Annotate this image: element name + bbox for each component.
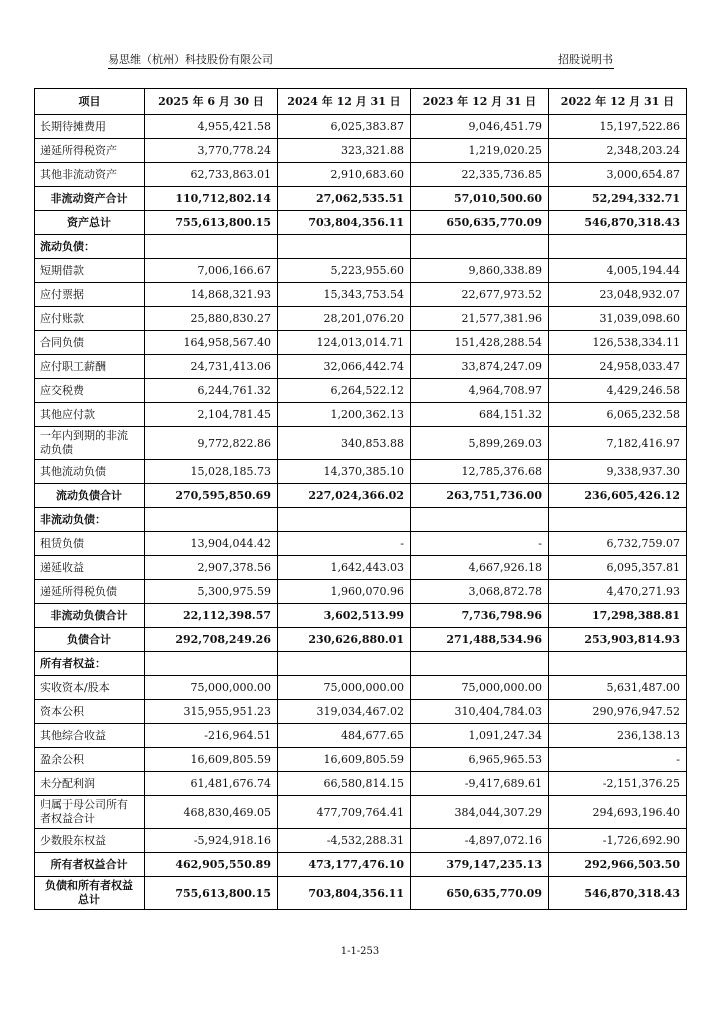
column-header-2024-12-31: 2024 年 12 月 31 日 [278,89,411,115]
row-value-cell: 270,595,850.69 [145,484,278,508]
row-label: 负债合计 [35,628,145,652]
row-value-cell: 24,731,413.06 [145,355,278,379]
column-header-2023-12-31: 2023 年 12 月 31 日 [411,89,549,115]
row-label: 短期借款 [35,259,145,283]
row-value-cell: -4,897,072.16 [411,829,549,853]
table-row [35,508,687,532]
row-value-cell: 164,958,567.40 [145,331,278,355]
row-value-cell [145,652,278,676]
row-value-cell: 4,470,271.93 [549,580,687,604]
row-value-cell: 7,182,416.97 [549,427,687,460]
row-value-cell: 2,104,781.45 [145,403,278,427]
table-row [35,772,687,796]
row-value-cell: 28,201,076.20 [278,307,411,331]
row-value-cell: -9,417,689.61 [411,772,549,796]
row-value-cell: - [278,532,411,556]
row-value-cell: 6,025,383.87 [278,115,411,139]
row-value-cell: 263,751,736.00 [411,484,549,508]
row-value-cell: 6,732,759.07 [549,532,687,556]
table-row [35,676,687,700]
row-label: 非流动负债： [35,508,145,532]
row-value-cell: 2,907,378.56 [145,556,278,580]
table-row [35,724,687,748]
row-value-cell [549,235,687,259]
row-value-cell [549,652,687,676]
row-value-cell: 1,219,020.25 [411,139,549,163]
row-label: 应交税费 [35,379,145,403]
row-label: 资本公积 [35,700,145,724]
row-value-cell: 5,223,955.60 [278,259,411,283]
table-row [35,307,687,331]
row-label: 资产总计 [35,211,145,235]
row-value-cell: 6,065,232.58 [549,403,687,427]
table-row [35,139,687,163]
table-row [35,700,687,724]
row-value-cell: 9,772,822.86 [145,427,278,460]
row-value-cell: 650,635,770.09 [411,877,549,910]
table-row [35,796,687,829]
row-label: 租赁负债 [35,532,145,556]
row-value-cell: 3,770,778.24 [145,139,278,163]
row-value-cell: 703,804,356.11 [278,877,411,910]
row-value-cell: 319,034,467.02 [278,700,411,724]
row-value-cell: 75,000,000.00 [278,676,411,700]
row-value-cell: 3,000,654.87 [549,163,687,187]
row-value-cell: 22,112,398.57 [145,604,278,628]
row-value-cell: 33,874,247.09 [411,355,549,379]
row-value-cell: 4,667,926.18 [411,556,549,580]
row-label: 少数股东权益 [35,829,145,853]
row-label: 递延所得税负债 [35,580,145,604]
row-value-cell: 484,677.65 [278,724,411,748]
row-value-cell: 62,733,863.01 [145,163,278,187]
row-value-cell [278,508,411,532]
row-value-cell: 22,677,973.52 [411,283,549,307]
table-row [35,163,687,187]
row-label: 负债和所有者权益总计 [35,877,145,910]
row-value-cell: 15,028,185.73 [145,460,278,484]
row-value-cell: 52,294,332.71 [549,187,687,211]
row-value-cell: -2,151,376.25 [549,772,687,796]
table-row [35,829,687,853]
row-value-cell: 110,712,802.14 [145,187,278,211]
row-value-cell: 16,609,805.59 [278,748,411,772]
row-value-cell: 17,298,388.81 [549,604,687,628]
row-value-cell: 6,264,522.12 [278,379,411,403]
row-value-cell: 384,044,307.29 [411,796,549,829]
row-value-cell [411,235,549,259]
row-label: 长期待摊费用 [35,115,145,139]
row-value-cell: 4,964,708.97 [411,379,549,403]
table-row [35,532,687,556]
row-label: 所有者权益合计 [35,853,145,877]
row-value-cell: 7,006,166.67 [145,259,278,283]
row-value-cell: 294,693,196.40 [549,796,687,829]
row-value-cell: 31,039,098.60 [549,307,687,331]
header-document-title: 招股说明书 [558,53,613,66]
column-header-2022-12-31: 2022 年 12 月 31 日 [549,89,687,115]
row-value-cell: 24,958,033.47 [549,355,687,379]
row-value-cell: -4,532,288.31 [278,829,411,853]
row-value-cell: 14,868,321.93 [145,283,278,307]
table-row [35,259,687,283]
row-value-cell: 15,197,522.86 [549,115,687,139]
row-value-cell: -1,726,692.90 [549,829,687,853]
row-value-cell: 230,626,880.01 [278,628,411,652]
row-value-cell: 236,605,426.12 [549,484,687,508]
row-value-cell: 271,488,534.96 [411,628,549,652]
row-label: 一年内到期的非流动负债 [35,427,145,460]
row-value-cell: 5,300,975.59 [145,580,278,604]
row-label: 递延收益 [35,556,145,580]
table-body [35,115,687,910]
row-value-cell: 1,200,362.13 [278,403,411,427]
row-value-cell: 21,577,381.96 [411,307,549,331]
row-value-cell: 66,580,814.15 [278,772,411,796]
row-label: 其他应付款 [35,403,145,427]
table-row [35,580,687,604]
row-value-cell: 1,091,247.34 [411,724,549,748]
row-value-cell: 290,976,947.52 [549,700,687,724]
row-value-cell: 5,631,487.00 [549,676,687,700]
table-row [35,211,687,235]
table-header-row [35,89,687,115]
table-row [35,427,687,460]
row-value-cell: -5,924,918.16 [145,829,278,853]
row-value-cell: 23,048,932.07 [549,283,687,307]
row-value-cell: 2,910,683.60 [278,163,411,187]
row-value-cell: 151,428,288.54 [411,331,549,355]
row-label: 其他流动负债 [35,460,145,484]
row-value-cell: 292,708,249.26 [145,628,278,652]
header-rule [108,68,614,69]
row-value-cell [145,235,278,259]
row-label: 其他非流动资产 [35,163,145,187]
table-row [35,355,687,379]
row-value-cell: 650,635,770.09 [411,211,549,235]
table-row [35,484,687,508]
row-label: 应付职工薪酬 [35,355,145,379]
row-value-cell: 310,404,784.03 [411,700,549,724]
table-row [35,652,687,676]
row-value-cell: 6,095,357.81 [549,556,687,580]
row-value-cell: 16,609,805.59 [145,748,278,772]
row-value-cell: 6,965,965.53 [411,748,549,772]
row-value-cell: 22,335,736.85 [411,163,549,187]
row-value-cell: 227,024,366.02 [278,484,411,508]
row-value-cell: 4,005,194.44 [549,259,687,283]
row-value-cell: 15,343,753.54 [278,283,411,307]
row-value-cell: 124,013,014.71 [278,331,411,355]
row-value-cell: 57,010,500.60 [411,187,549,211]
row-value-cell: 340,853.88 [278,427,411,460]
table-row [35,379,687,403]
table-row [35,628,687,652]
row-value-cell: 14,370,385.10 [278,460,411,484]
row-value-cell: 27,062,535.51 [278,187,411,211]
row-value-cell: 4,955,421.58 [145,115,278,139]
row-label: 归属于母公司所有者权益合计 [35,796,145,829]
table-row [35,604,687,628]
table-row [35,283,687,307]
row-value-cell: 3,602,513.99 [278,604,411,628]
row-value-cell: 315,955,951.23 [145,700,278,724]
row-value-cell: 126,538,334.11 [549,331,687,355]
row-label: 应付账款 [35,307,145,331]
row-value-cell: 546,870,318.43 [549,877,687,910]
row-value-cell: 32,066,442.74 [278,355,411,379]
row-value-cell: 703,804,356.11 [278,211,411,235]
table-row [35,331,687,355]
row-value-cell: 2,348,203.24 [549,139,687,163]
row-value-cell: 473,177,476.10 [278,853,411,877]
table-row [35,187,687,211]
row-value-cell: 684,151.32 [411,403,549,427]
row-value-cell: 9,046,451.79 [411,115,549,139]
table-row [35,877,687,910]
row-label: 其他综合收益 [35,724,145,748]
row-value-cell: 13,904,044.42 [145,532,278,556]
row-value-cell [278,652,411,676]
row-label: 盈余公积 [35,748,145,772]
column-header-2025-06-30: 2025 年 6 月 30 日 [145,89,278,115]
row-label: 流动负债： [35,235,145,259]
row-label: 非流动负债合计 [35,604,145,628]
row-value-cell: 25,880,830.27 [145,307,278,331]
row-value-cell: 6,244,761.32 [145,379,278,403]
row-value-cell: 5,899,269.03 [411,427,549,460]
table-row [35,748,687,772]
row-value-cell: 755,613,800.15 [145,211,278,235]
row-value-cell: 323,321.88 [278,139,411,163]
row-value-cell: 4,429,246.58 [549,379,687,403]
row-value-cell: 477,709,764.41 [278,796,411,829]
page-number: 1-1-253 [340,946,380,957]
table-row [35,115,687,139]
row-label: 所有者权益： [35,652,145,676]
row-value-cell [145,508,278,532]
row-value-cell: 236,138.13 [549,724,687,748]
row-value-cell [278,235,411,259]
row-label: 流动负债合计 [35,484,145,508]
row-value-cell: 9,860,338.89 [411,259,549,283]
row-value-cell: -216,964.51 [145,724,278,748]
row-value-cell: 379,147,235.13 [411,853,549,877]
row-value-cell [549,508,687,532]
table-row [35,460,687,484]
row-value-cell: 3,068,872.78 [411,580,549,604]
row-label: 合同负债 [35,331,145,355]
row-value-cell: 253,903,814.93 [549,628,687,652]
row-value-cell: 755,613,800.15 [145,877,278,910]
row-value-cell: 9,338,937.30 [549,460,687,484]
row-value-cell: 75,000,000.00 [145,676,278,700]
row-value-cell [411,508,549,532]
table-row [35,403,687,427]
row-value-cell: 1,642,443.03 [278,556,411,580]
table-row [35,556,687,580]
row-label: 应付票据 [35,283,145,307]
row-label: 递延所得税资产 [35,139,145,163]
row-value-cell: 7,736,798.96 [411,604,549,628]
row-value-cell: - [411,532,549,556]
row-label: 实收资本/股本 [35,676,145,700]
row-value-cell: - [549,748,687,772]
row-value-cell [411,652,549,676]
row-value-cell: 546,870,318.43 [549,211,687,235]
balance-sheet-table [34,88,687,910]
row-label: 未分配利润 [35,772,145,796]
table-row [35,853,687,877]
row-value-cell: 75,000,000.00 [411,676,549,700]
row-value-cell: 1,960,070.96 [278,580,411,604]
row-value-cell: 61,481,676.74 [145,772,278,796]
row-value-cell: 462,905,550.89 [145,853,278,877]
header-company-name: 易思维（杭州）科技股份有限公司 [108,53,273,66]
row-value-cell: 292,966,503.50 [549,853,687,877]
row-value-cell: 468,830,469.05 [145,796,278,829]
table-row [35,235,687,259]
column-header-item: 项目 [35,89,145,115]
row-label: 非流动资产合计 [35,187,145,211]
row-value-cell: 12,785,376.68 [411,460,549,484]
